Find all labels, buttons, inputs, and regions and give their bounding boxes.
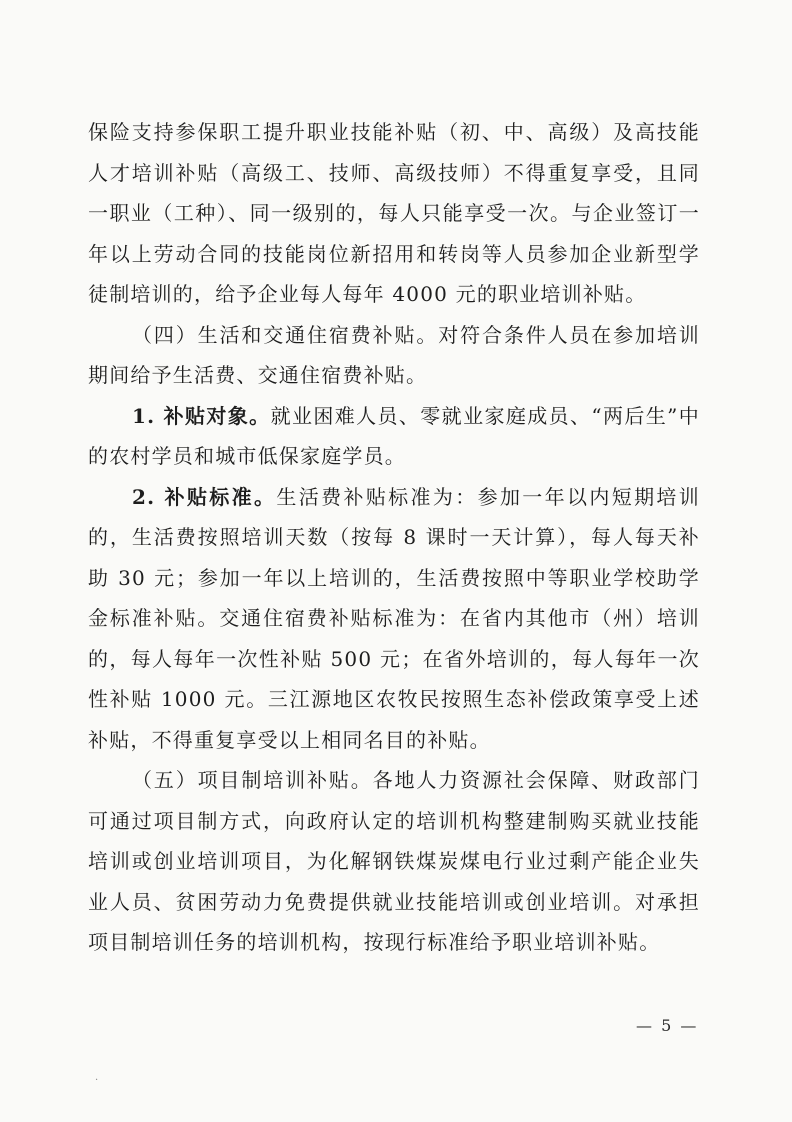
paragraph-4 — [88, 477, 700, 761]
paragraph-3 — [88, 396, 700, 477]
paragraph-5: （五）项目制培训补贴。各地人力资源社会保障、财政部门可通过项目制方式，向政府认定的培训机构整建制购买就业技能培训或创业培训项目，为化解钢铁煤炭煤电行业过剩产能企业失业人员、贫困劳动力免费提供就业技能培训或创业培训。对承担项目制培训任务的培训机构，按现行标准给予职业培训补贴。 — [88, 768, 700, 954]
paragraph-4-text: 生活费补贴标准为：参加一年以内短期培训的，生活费按照培训天数（按每 8 课时一天计算），每人每天补助 30 元；参加一年以上培训的，生活费按照中等职业学校助学金标准补贴。交通住宿费补贴标准为：在省内其他市（州）培训的，每人每年一次性补贴 500 元；在省外培训的，每人每年一次性补贴 1000 元。三江源地区农牧民按照生态补偿政策享受上述补贴，不得重复享受以上相同名目的补贴。 — [88, 484, 700, 752]
paragraph-3-text: 就业困难人员、零就业家庭成员、“两后生”中的农村学员和城市低保家庭学员。 — [88, 403, 700, 468]
small-mark-icon: · — [95, 1075, 99, 1086]
page-number: — 5 — — [636, 1016, 699, 1035]
paragraph-3-label: 1. 补贴对象。 — [132, 403, 271, 428]
paragraph-4-label: 2. 补贴标准。 — [132, 484, 277, 509]
document-body — [88, 112, 700, 963]
paragraph-1: 保险支持参保职工提升职业技能补贴（初、中、高级）及高技能人才培训补贴（高级工、技师、高级技师）不得重复享受，且同一职业（工种）、同一级别的，每人只能享受一次。与企业签订一年以上劳动合同的技能岗位新招用和转岗等人员参加企业新型学徒制培训的，给予企业每人每年 4000 元的职业培训补贴。 — [88, 120, 700, 306]
paragraph-2: （四）生活和交通住宿费补贴。对符合条件人员在参加培训期间给予生活费、交通住宿费补贴。 — [88, 322, 700, 387]
